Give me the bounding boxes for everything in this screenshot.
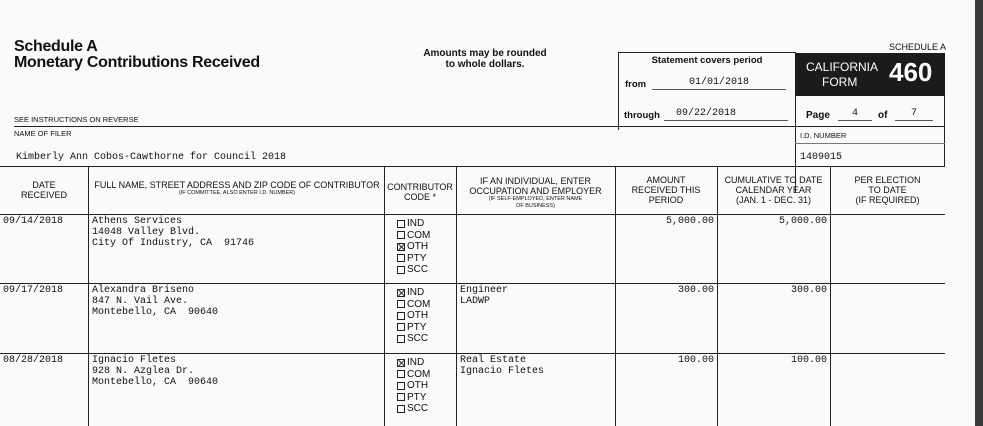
row-contributor-name: Ignacio Fletes (92, 355, 177, 366)
checkbox-icon[interactable] (397, 323, 405, 331)
form-number: 460 (889, 57, 933, 87)
col-name-header: FULL NAME, STREET ADDRESS AND ZIP CODE OF CONTRIBUTOR (IF COMMITTEE, ALSO ENTER I.D. NUMBER) (94, 180, 380, 196)
page-number: 4 (851, 108, 858, 119)
row-address-line2: Montebello, CA 90640 (92, 377, 219, 388)
from-date: 01/01/2018 (688, 77, 749, 88)
code-option-scc (397, 403, 430, 415)
col-amount-header: AMOUNT RECEIVED THIS PERIOD (631, 175, 701, 205)
col-code-header: CONTRIBUTOR CODE * (387, 182, 453, 202)
row-amount: 300.00 (677, 285, 714, 296)
name-of-filer: Kimberly Ann Cobos-Cawthorne for Council 2018 (16, 152, 287, 163)
row-date: 08/28/2018 (3, 355, 64, 366)
page-label: Page (806, 110, 830, 121)
code-label: PTY (407, 321, 427, 333)
checkbox-icon[interactable] (397, 254, 405, 262)
name-of-filer-label: NAME OF FILER (14, 129, 72, 138)
code-option-scc (397, 264, 430, 276)
through-label: through (624, 110, 660, 121)
code-option-com (397, 230, 430, 242)
code-label: IND (407, 218, 425, 229)
col-per-election-header: PER ELECTION TO DATE (IF REQUIRED) (854, 175, 921, 205)
code-option-pty (397, 322, 430, 334)
code-option-ind (397, 218, 430, 230)
checked-checkbox-icon[interactable] (397, 243, 405, 251)
total-pages: 7 (910, 108, 917, 119)
row-occupation: Engineer (460, 285, 509, 296)
row-cumulative: 5,000.00 (778, 216, 827, 227)
row-contributor-name: Alexandra Briseno (92, 285, 195, 296)
rounding-note (395, 48, 575, 70)
checkbox-icon[interactable] (397, 393, 405, 401)
col-occupation-header: IF AN INDIVIDUAL, ENTER OCCUPATION AND EMPLOYER (IF SELF-EMPLOYED, ENTER NAME OF BUSINESS) (469, 176, 602, 209)
code-option-pty (397, 253, 430, 265)
checked-checkbox-icon[interactable] (397, 289, 405, 297)
rounding-note-line1: Amounts may be rounded (423, 48, 547, 59)
code-label: COM (407, 298, 431, 310)
from-label: from (625, 79, 647, 90)
checkbox-icon[interactable] (397, 370, 405, 378)
code-label: OTH (407, 380, 429, 391)
row-employer: LADWP (460, 296, 491, 307)
code-label: COM (407, 229, 431, 241)
row-contributor-name: Athens Services (92, 216, 183, 227)
checkbox-icon[interactable] (397, 220, 405, 228)
row-address-line1: 928 N. Azglea Dr. (92, 366, 195, 377)
row-amount: 5,000.00 (665, 216, 714, 227)
code-label: OTH (407, 310, 429, 321)
code-label: SCC (407, 333, 429, 344)
code-option-ind (397, 357, 430, 369)
id-number: 1409015 (800, 152, 843, 163)
code-option-ind (397, 287, 430, 299)
row-date: 09/14/2018 (3, 216, 64, 227)
row-occupation: Real Estate (460, 355, 527, 366)
code-option-scc (397, 333, 430, 345)
checkbox-icon[interactable] (397, 300, 405, 308)
row-employer: Ignacio Fletes (460, 366, 545, 377)
code-option-oth (397, 241, 430, 253)
code-label: PTY (407, 252, 427, 264)
row-date: 09/17/2018 (3, 285, 64, 296)
checkbox-icon[interactable] (397, 405, 405, 413)
checkbox-icon[interactable] (397, 312, 405, 320)
schedule-title: Schedule A (14, 38, 98, 55)
contributor-code-group (397, 357, 430, 415)
code-label: OTH (407, 241, 429, 252)
code-label: PTY (407, 391, 427, 403)
code-option-com (397, 369, 430, 381)
rounding-note-line2: to whole dollars. (445, 59, 525, 70)
row-amount: 100.00 (677, 355, 714, 366)
row-address-line1: 14048 Valley Blvd. (92, 227, 201, 238)
form-state: CALIFORNIA (806, 60, 879, 74)
row-address-line2: Montebello, CA 90640 (92, 307, 219, 318)
code-option-oth (397, 380, 430, 392)
form-label: FORM (822, 75, 858, 89)
code-option-oth (397, 310, 430, 322)
code-label: IND (407, 287, 425, 298)
contributor-code-group (397, 287, 430, 345)
id-number-label: I.D. NUMBER (800, 131, 847, 140)
statement-period-label: Statement covers period (651, 55, 763, 66)
code-option-com (397, 299, 430, 311)
see-instructions: SEE INSTRUCTIONS ON REVERSE (14, 115, 139, 124)
code-label: SCC (407, 264, 429, 275)
code-label: SCC (407, 403, 429, 414)
through-date: 09/22/2018 (676, 108, 737, 119)
row-cumulative: 300.00 (790, 285, 827, 296)
checkbox-icon[interactable] (397, 266, 405, 274)
scan-edge (975, 0, 983, 426)
code-label: IND (407, 357, 425, 368)
row-address-line2: City Of Industry, CA 91746 (92, 238, 255, 249)
col-date-header: DATE RECEIVED (20, 180, 67, 200)
of-label: of (878, 110, 888, 121)
code-option-pty (397, 392, 430, 404)
checkbox-icon[interactable] (397, 231, 405, 239)
row-cumulative: 100.00 (790, 355, 827, 366)
schedule-subtitle: Monetary Contributions Received (14, 54, 260, 71)
code-label: COM (407, 368, 431, 380)
checked-checkbox-icon[interactable] (397, 359, 405, 367)
row-address-line1: 847 N. Vail Ave. (92, 296, 189, 307)
schedule-label: SCHEDULE A (888, 42, 946, 52)
checkbox-icon[interactable] (397, 335, 405, 343)
contributor-code-group (397, 218, 430, 276)
col-cumulative-header: CUMULATIVE TO DATE CALENDAR YEAR (JAN. 1 - DEC. 31) (724, 175, 823, 205)
checkbox-icon[interactable] (397, 382, 405, 390)
